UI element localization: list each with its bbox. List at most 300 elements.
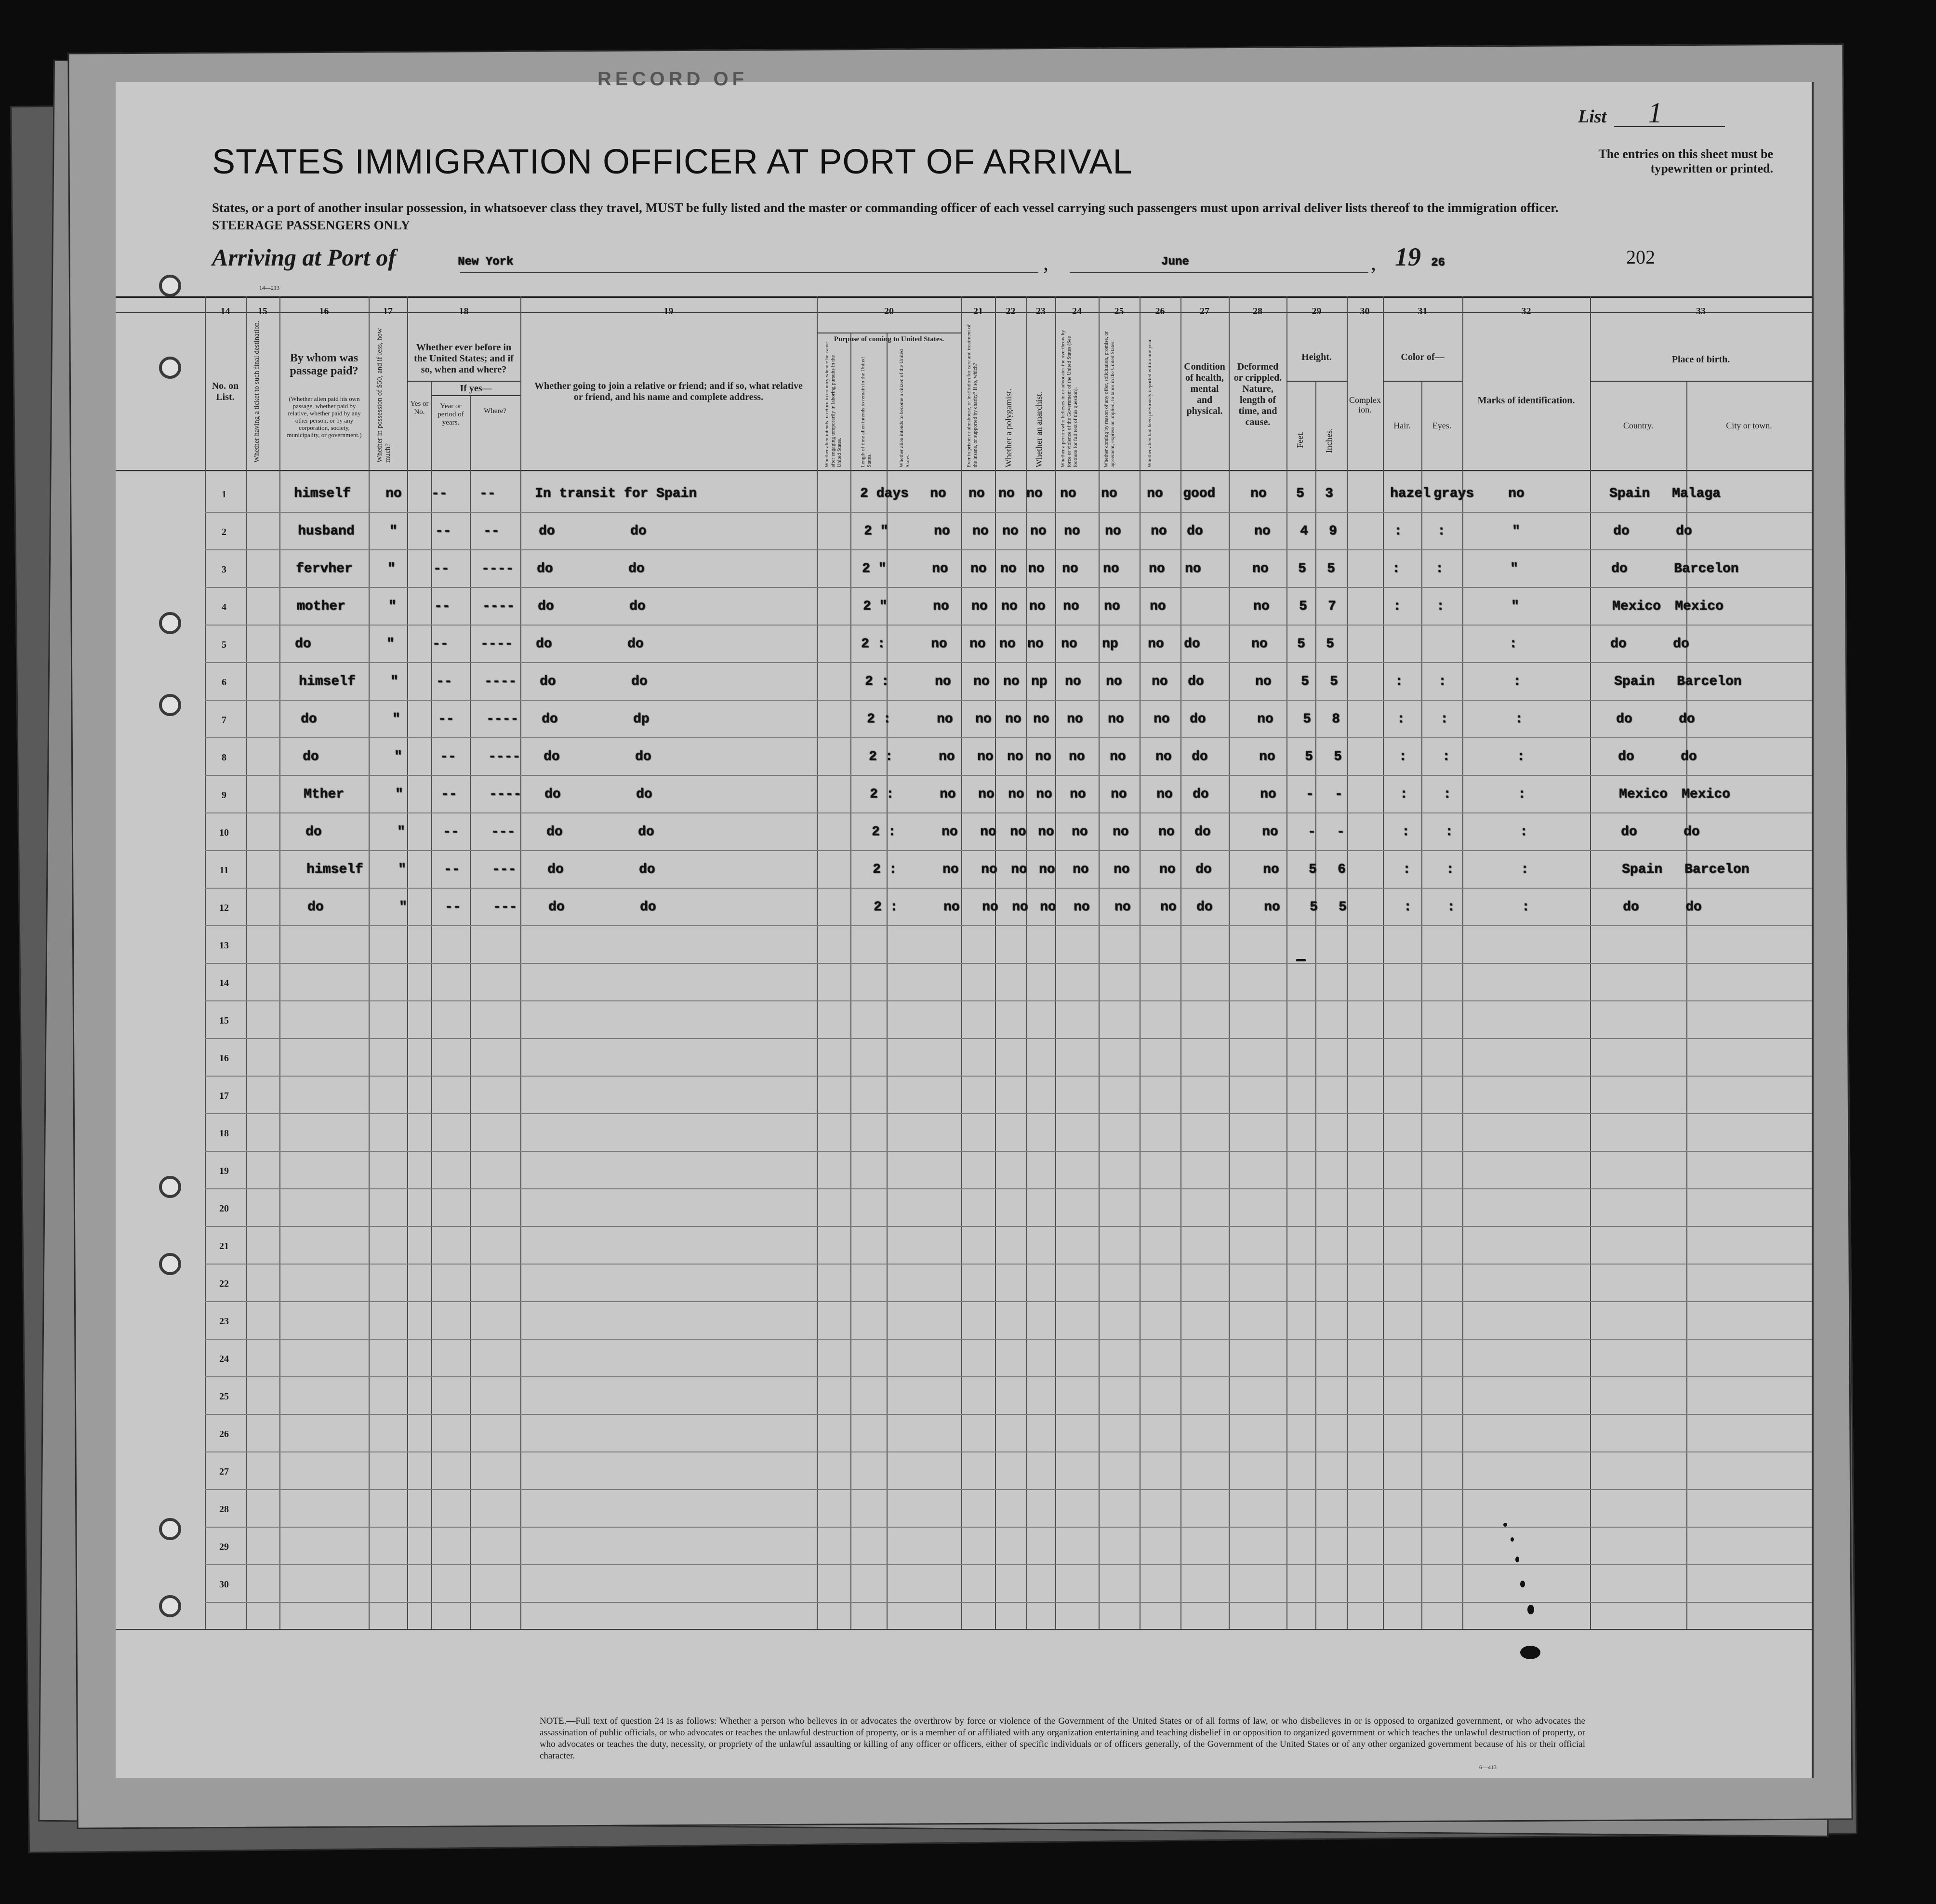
entry-join: do: [546, 825, 563, 839]
entry-length: 2 :: [869, 749, 893, 764]
entry-q22: no: [1002, 524, 1019, 539]
entry-yesno: --: [436, 674, 452, 689]
entry-q20c: no: [941, 825, 958, 839]
entry-join2: do: [631, 674, 648, 689]
entry-q25: no: [1106, 674, 1122, 689]
entry-eyes: :: [1442, 749, 1450, 764]
entry-q25: no: [1104, 599, 1120, 614]
entry-marks: :: [1517, 749, 1525, 764]
entry-deformed: no: [1262, 825, 1278, 839]
entry-passage: do: [303, 749, 319, 764]
punch-hole-icon: [159, 275, 181, 297]
col-number: 14: [220, 306, 230, 317]
punch-hole-icon: [159, 1253, 181, 1275]
entry-q24: no: [1061, 637, 1077, 652]
entry-city: do: [1673, 637, 1689, 652]
entry-feet: -: [1306, 787, 1314, 802]
entry-fifty: ": [392, 712, 400, 727]
row-line: [205, 737, 1812, 738]
entry-country: Mexico: [1612, 599, 1661, 614]
header-prison: Ever in prison or almshouse, or institution for care and treatment of the insane, or supported by charity? If so, which?: [966, 324, 978, 467]
row-number: 4: [222, 602, 226, 612]
entry-length: 2 :: [861, 637, 886, 652]
entry-length: 2 ": [863, 599, 888, 614]
row-line: [205, 1076, 1812, 1077]
entry-condition: no: [1185, 561, 1201, 576]
entry-eyes: :: [1446, 862, 1454, 877]
entry-inches: 5: [1339, 900, 1347, 915]
entry-q26: no: [1155, 749, 1172, 764]
entry-q26: no: [1152, 674, 1168, 689]
entry-deformed: no: [1264, 900, 1280, 915]
entry-country: do: [1618, 749, 1634, 764]
entry-q22: no: [1005, 712, 1021, 727]
entry-where: ----: [481, 561, 514, 576]
entry-q21: no: [970, 561, 987, 576]
header-country: Country.: [1623, 421, 1654, 430]
entry-passage: do: [305, 825, 322, 839]
entry-where: --: [483, 524, 500, 539]
entry-q20c: no: [931, 637, 947, 652]
entry-q22: no: [1010, 825, 1026, 839]
entry-length: 2 ": [862, 561, 887, 576]
entry-q25: no: [1108, 712, 1124, 727]
header-purpose-b: Length of time alien intends to remain in the United States.: [860, 357, 872, 467]
punch-hole-icon: [159, 1595, 181, 1617]
entry-inches: 5: [1334, 749, 1342, 764]
entry-marks: :: [1513, 674, 1521, 689]
entry-yesno: --: [435, 524, 451, 539]
entry-fifty: ": [386, 637, 395, 652]
entry-eyes: :: [1447, 900, 1455, 915]
header-q26: Whether alien had been previously deported within one year.: [1147, 338, 1153, 467]
entry-marks: :: [1518, 787, 1526, 802]
entry-inches: 7: [1328, 599, 1336, 614]
entry-country: Mexico: [1619, 787, 1668, 802]
entry-deformed: no: [1253, 599, 1270, 614]
list-number: 1: [1648, 97, 1662, 129]
entry-join: do: [544, 749, 560, 764]
row-line: [205, 925, 1812, 926]
entry-fifty: ": [390, 674, 398, 689]
entry-q24: no: [1067, 712, 1083, 727]
entry-city: Mexico: [1675, 599, 1724, 614]
entry-q20c: no: [939, 749, 955, 764]
entry-city: Barcelon: [1677, 674, 1742, 689]
header-feet: Feet.: [1295, 431, 1305, 448]
entry-marks: no: [1508, 486, 1525, 501]
entry-q24: no: [1062, 561, 1078, 576]
entry-yesno: --: [441, 787, 457, 802]
row-number: 30: [219, 1579, 229, 1590]
entry-q25: np: [1102, 637, 1118, 652]
entry-q26: no: [1147, 486, 1163, 501]
entry-deformed: no: [1254, 524, 1271, 539]
entry-hair: :: [1403, 862, 1411, 877]
entry-hair: :: [1404, 900, 1412, 915]
row-number: 5: [222, 639, 226, 650]
entry-q23: no: [1029, 599, 1046, 614]
entry-join2: do: [639, 862, 655, 877]
row-line: [205, 662, 1812, 663]
entry-q23: no: [1027, 637, 1044, 652]
header-bottom-border: [116, 470, 1812, 471]
ink-mark: [1515, 1557, 1519, 1562]
entry-inches: 5: [1327, 561, 1335, 576]
entry-deformed: no: [1251, 637, 1268, 652]
entry-feet: 5: [1299, 599, 1307, 614]
entry-join: do: [542, 712, 558, 727]
row-number: 21: [219, 1241, 229, 1252]
entry-marks: :: [1522, 900, 1530, 915]
entry-country: Spain: [1614, 674, 1655, 689]
row-number: 25: [219, 1391, 229, 1402]
entry-feet: 5: [1309, 862, 1317, 877]
entry-q24: no: [1070, 787, 1086, 802]
entry-q20c: no: [932, 561, 948, 576]
row-line: [205, 888, 1812, 889]
header-polygamist: Whether a polygamist.: [1004, 388, 1013, 467]
entry-join2: do: [629, 599, 646, 614]
row-number: 1: [222, 489, 226, 500]
entry-inches: -: [1335, 787, 1343, 802]
header-q25: Whether coming by reason of any offer, solicitation, promise, or agreement, express or implied, to labor in the United States.: [1103, 331, 1115, 467]
entry-q25: no: [1101, 486, 1117, 501]
header-year-period: Year or period of years.: [438, 402, 464, 426]
entry-condition: do: [1188, 674, 1204, 689]
punch-hole-icon: [159, 612, 181, 634]
row-number: 17: [219, 1091, 229, 1101]
table-top-border: [116, 296, 1812, 298]
row-line: [205, 700, 1812, 701]
row-number: 23: [219, 1316, 229, 1327]
entry-join2: do: [636, 787, 652, 802]
header-subline: [431, 395, 520, 396]
page-title: STATES IMMIGRATION OFFICER AT PORT OF ARRIVAL: [212, 143, 1133, 181]
entry-q24: no: [1069, 749, 1085, 764]
row-line: [205, 775, 1812, 776]
entry-country: Spain: [1609, 486, 1650, 501]
entry-q23: no: [1036, 787, 1052, 802]
entry-condition: do: [1193, 787, 1209, 802]
row-line: [205, 1451, 1812, 1452]
row-number: 2: [222, 527, 226, 537]
col-number: 19: [663, 306, 674, 317]
entry-where: ----: [489, 787, 522, 802]
header-inches: Inches.: [1324, 428, 1334, 453]
row-number: 12: [219, 903, 229, 913]
entry-condition: do: [1190, 712, 1206, 727]
entry-q23: no: [1028, 561, 1045, 576]
row-line: [205, 850, 1812, 851]
entry-marks: ": [1510, 561, 1518, 576]
entry-q21: no: [977, 749, 994, 764]
col-number: 29: [1312, 306, 1322, 317]
entry-q24: no: [1064, 524, 1080, 539]
entry-fifty: ": [395, 787, 403, 802]
header-passage: By whom was passage paid?: [290, 352, 358, 377]
row-line: [205, 1489, 1812, 1490]
header-place-birth: Place of birth.: [1671, 354, 1730, 365]
row-number: 19: [219, 1166, 229, 1176]
entry-where: ---: [492, 862, 517, 877]
entry-deformed: no: [1252, 561, 1269, 576]
header-marks: Marks of identification.: [1477, 395, 1575, 406]
entry-country: Spain: [1622, 862, 1663, 877]
entry-hair: :: [1402, 825, 1410, 839]
entry-condition: do: [1184, 637, 1200, 652]
entry-yesno: --: [445, 900, 461, 915]
entry-q24: no: [1063, 599, 1079, 614]
col-number: 31: [1418, 306, 1428, 317]
entry-length: 2 days: [860, 486, 909, 501]
header-partial: RECORD OF: [597, 68, 748, 90]
row-number: 15: [219, 1015, 229, 1026]
row-number: 6: [222, 677, 226, 688]
entry-q21: no: [978, 787, 995, 802]
header-condition: Condition of health, mental and physical.: [1184, 361, 1225, 416]
row-number: 26: [219, 1429, 229, 1439]
entry-join2: do: [630, 524, 647, 539]
entry-q25: no: [1105, 524, 1121, 539]
entry-where: ----: [480, 637, 513, 652]
header-subline: [1286, 381, 1347, 382]
entry-join: do: [538, 599, 554, 614]
entry-country: do: [1623, 900, 1639, 915]
entry-q21: no: [981, 862, 997, 877]
entry-deformed: no: [1257, 712, 1273, 727]
punch-hole-icon: [159, 1176, 181, 1198]
entry-join: do: [540, 674, 556, 689]
entry-marks: ": [1511, 599, 1519, 614]
entry-q23: np: [1031, 674, 1048, 689]
entry-q22: no: [1011, 862, 1027, 877]
entry-length: 2 :: [865, 674, 889, 689]
header-fifty: Whether in possession of $50, and if less, how much?: [376, 328, 392, 463]
entry-city: do: [1684, 825, 1700, 839]
entry-join: do: [548, 900, 565, 915]
col-line: [470, 395, 471, 1629]
row-number: 10: [219, 827, 229, 838]
form-number: 6—413: [1479, 1764, 1497, 1771]
entry-passage: mother: [297, 599, 345, 614]
row-number: 22: [219, 1278, 229, 1289]
entry-yesno: --: [443, 825, 459, 839]
entry-join: do: [536, 637, 552, 652]
entry-q21: no: [980, 825, 996, 839]
row-number: 7: [222, 715, 226, 725]
entry-fifty: ": [394, 749, 402, 764]
header-anarchist: Whether an anarchist.: [1034, 391, 1044, 467]
col-number: 20: [884, 306, 894, 317]
col-line: [1315, 381, 1316, 1629]
header-subline: [1383, 381, 1462, 382]
header-no-on-list: No. on List.: [212, 381, 239, 402]
entry-feet: 5: [1305, 749, 1313, 764]
entry-eyes: :: [1437, 524, 1445, 539]
header-passage-sub: (Whether alien paid his own passage, whether paid by relative, whether paid by any other person, or by any corporation, society, municipality, or government.): [287, 395, 362, 439]
entry-q22: no: [1008, 787, 1024, 802]
entry-q20c: no: [937, 712, 953, 727]
header-join: Whether going to join a relative or friend; and if so, what relative or friend, and his name and complete address.: [534, 381, 803, 402]
row-line: [205, 1602, 1812, 1603]
row-number: 3: [222, 564, 226, 575]
header-purpose-c: Whether alien intends to become a citizen of the United States.: [899, 349, 911, 467]
entry-q26: no: [1150, 599, 1166, 614]
entry-city: Malaga: [1672, 486, 1721, 501]
col-number: 33: [1696, 306, 1706, 317]
entry-q21: no: [973, 674, 990, 689]
col-number: 18: [459, 306, 469, 317]
header-complexion: Complexion.: [1349, 395, 1381, 414]
col-number: 27: [1200, 306, 1209, 317]
entry-passage: do: [307, 900, 324, 915]
entry-condition: do: [1195, 862, 1212, 877]
entry-fifty: ": [388, 599, 397, 614]
entry-deformed: no: [1260, 787, 1276, 802]
punch-hole-icon: [159, 357, 181, 379]
col-number: 22: [1006, 306, 1016, 317]
header-before-us: Whether ever before in the United States; and if so, when and where?: [414, 342, 514, 375]
entry-inches: 3: [1325, 486, 1333, 501]
row-line: [205, 587, 1812, 588]
entry-city: do: [1679, 712, 1695, 727]
col-number: 26: [1155, 306, 1165, 317]
entry-eyes: :: [1445, 825, 1453, 839]
header-ticket: Whether having a ticket to such final destination.: [253, 320, 261, 463]
col-number: 32: [1521, 306, 1531, 317]
entry-q22: no: [1007, 749, 1023, 764]
row-number: 24: [219, 1354, 229, 1364]
entry-hair: :: [1400, 787, 1408, 802]
entry-city: do: [1676, 524, 1692, 539]
row-line: [205, 1188, 1812, 1189]
row-line: [205, 963, 1812, 964]
entry-yesno: --: [432, 637, 449, 652]
entry-q22: no: [1003, 674, 1020, 689]
entry-deformed: no: [1255, 674, 1272, 689]
ink-mark: [1527, 1605, 1534, 1614]
entry-length: 2 :: [873, 862, 897, 877]
entry-country: do: [1610, 637, 1627, 652]
row-number: 29: [219, 1542, 229, 1552]
entry-inches: 6: [1338, 862, 1346, 877]
entry-q23: no: [1030, 524, 1047, 539]
entry-q23: no: [1038, 825, 1054, 839]
entry-q21: no: [969, 637, 986, 652]
entry-yesno: --: [431, 486, 448, 501]
row-line: [205, 512, 1812, 513]
entry-q22: no: [1000, 561, 1017, 576]
entry-deformed: no: [1263, 862, 1279, 877]
row-line: [205, 1000, 1812, 1001]
punch-hole-icon: [159, 694, 181, 716]
entry-eyes: :: [1435, 561, 1444, 576]
entry-q25: no: [1113, 825, 1129, 839]
entry-condition: do: [1194, 825, 1211, 839]
entry-hair: :: [1394, 524, 1402, 539]
instruction-text: States, or a port of another insular possession, in whatsoever class they travel, MUST be fully listed and the master or commanding officer of each vessel carrying such passengers must upon arrival deliver lists thereof to the immigration officer.: [212, 200, 1559, 215]
entry-q21: no: [982, 900, 998, 915]
entry-q24: no: [1060, 486, 1076, 501]
list-label: List: [1578, 107, 1607, 127]
row-number: 27: [219, 1466, 229, 1477]
entry-deformed: no: [1250, 486, 1267, 501]
comma: ,: [1371, 251, 1376, 275]
entry-hair: :: [1392, 561, 1400, 576]
row-line: [205, 549, 1812, 550]
entry-passage: himself: [306, 862, 363, 877]
punch-hole-icon: [159, 1518, 181, 1540]
entry-q21: no: [971, 599, 988, 614]
entry-q20c: no: [943, 900, 960, 915]
entry-feet: 5: [1296, 486, 1304, 501]
col-number: 28: [1253, 306, 1262, 317]
ink-blot: [1520, 1646, 1540, 1659]
entry-join: do: [537, 561, 553, 576]
entry-length: 2 :: [872, 825, 896, 839]
entry-join2: do: [635, 749, 651, 764]
col-number: 16: [319, 306, 329, 317]
entry-fifty: ": [399, 900, 407, 915]
entry-fifty: ": [397, 825, 405, 839]
entry-where: ----: [486, 712, 519, 727]
footnote: NOTE.—Full text of question 24 is as follows: Whether a person who believes in or advocates the overthrow by force or violence of the Government of the United States or of all forms of law, or who disbelieves in or is opposed to organized government, or who advocates the assassination of public officials, or who advocates or teaches the unlawful destruction of property, or is a member of or affiliated with any organization entertaining and teaching disbelief in or opposition to organized government or which teaches the unlawful destruction of property, or who advocates or teaches the duty, necessity, or propriety of the unlawful assaulting or killing of any officer or officers, either of specific individuals or of officers generally, of the Government of the United States or of any other organized government because of his or their official character.: [540, 1716, 1585, 1761]
month-value: June: [1161, 255, 1189, 268]
row-line: [205, 1414, 1812, 1415]
entry-eyes: :: [1440, 712, 1448, 727]
row-line: [205, 1113, 1812, 1114]
entry-q24: no: [1065, 674, 1081, 689]
ink-mark: [1503, 1523, 1507, 1527]
entry-fifty: ": [387, 561, 396, 576]
header-deformed: Deformed or crippled. Nature, length of time, and cause.: [1233, 361, 1282, 427]
entry-q26: no: [1148, 637, 1164, 652]
list-underline: [1614, 126, 1725, 127]
entry-feet: 5: [1310, 900, 1318, 915]
table-bottom-border: [116, 1629, 1812, 1630]
entry-where: --: [479, 486, 496, 501]
row-line: [205, 1527, 1812, 1528]
entry-passage: husband: [298, 524, 355, 539]
entry-eyes: grays: [1433, 486, 1474, 501]
entry-passage: Mther: [304, 787, 345, 802]
entry-fifty: ": [389, 524, 398, 539]
entry-feet: 4: [1300, 524, 1308, 539]
entry-q23: no: [1039, 862, 1055, 877]
entry-eyes: :: [1438, 674, 1446, 689]
entry-country: do: [1611, 561, 1628, 576]
entry-q26: no: [1149, 561, 1165, 576]
comma: ,: [1043, 251, 1048, 275]
col-number: 15: [258, 306, 267, 317]
entry-condition: good: [1183, 486, 1216, 501]
row-number: 8: [222, 752, 226, 763]
entry-condition: do: [1192, 749, 1208, 764]
entry-q25: no: [1114, 900, 1131, 915]
entry-hair: hazel: [1390, 486, 1431, 501]
entry-passage: fervher: [296, 561, 353, 576]
entry-where: ---: [491, 825, 516, 839]
entry-yesno: --: [438, 712, 454, 727]
header-yes-no: Yes or No.: [410, 400, 429, 416]
entry-q20c: no: [942, 862, 959, 877]
entry-feet: 5: [1298, 561, 1306, 576]
entry-q20c: no: [933, 599, 949, 614]
header-hair: Hair.: [1393, 421, 1411, 430]
manifest-sheet: [116, 68, 1814, 1778]
col-line: [1421, 381, 1422, 1629]
